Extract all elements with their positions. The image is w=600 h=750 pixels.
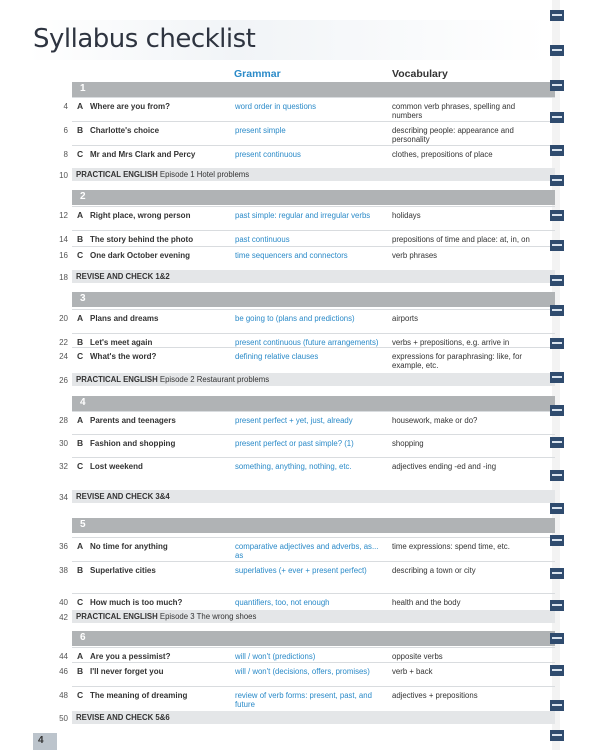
page-edge-tab bbox=[550, 10, 564, 21]
row-divider bbox=[72, 411, 555, 412]
section-page-number: 42 bbox=[59, 613, 68, 622]
lesson-page-number: 24 bbox=[59, 352, 68, 361]
row-divider bbox=[72, 434, 555, 435]
page-edge-tab bbox=[550, 275, 564, 286]
unit-header-bar bbox=[72, 292, 555, 307]
page-edge-tab bbox=[550, 175, 564, 186]
row-divider bbox=[72, 121, 555, 122]
unit-header-bar bbox=[72, 631, 555, 646]
lesson-vocabulary: describing a town or city bbox=[392, 566, 476, 575]
lesson-letter: B bbox=[77, 666, 84, 676]
unit-number: 6 bbox=[80, 632, 86, 643]
lesson-title: Lost weekend bbox=[90, 462, 143, 471]
page-edge-tab bbox=[550, 240, 564, 251]
lesson-vocabulary: prepositions of time and place: at, in, on bbox=[392, 235, 530, 244]
page-edge-tab bbox=[550, 665, 564, 676]
section-label bbox=[76, 375, 269, 384]
section-label bbox=[76, 170, 249, 179]
lesson-vocabulary: verb phrases bbox=[392, 251, 438, 260]
lesson-grammar: word order in questions bbox=[235, 102, 317, 111]
lesson-title: Let's meet again bbox=[90, 338, 153, 347]
lesson-grammar: present simple bbox=[235, 126, 286, 135]
lesson-title: The story behind the photo bbox=[90, 235, 194, 244]
section-label-bold: REVISE AND CHECK 5&6 bbox=[76, 713, 170, 722]
lesson-grammar: will / won't (decisions, offers, promises) bbox=[235, 667, 370, 676]
lesson-grammar: quantifiers, too, not enough bbox=[235, 598, 330, 607]
lesson-letter: B bbox=[77, 565, 84, 575]
lesson-title: The meaning of dreaming bbox=[90, 691, 188, 700]
section-episode: Episode 3 The wrong shoes bbox=[157, 612, 257, 621]
lesson-page-number: 46 bbox=[59, 667, 68, 676]
lesson-vocabulary: expressions for paraphrasing: like, for example, etc. bbox=[392, 352, 523, 370]
lesson-letter: A bbox=[77, 101, 84, 111]
lesson-page-number: 48 bbox=[59, 691, 68, 700]
page-edge-tab bbox=[550, 112, 564, 123]
lesson-title: Superlative cities bbox=[90, 566, 156, 575]
section-label bbox=[76, 713, 170, 722]
lesson-page-number: 30 bbox=[59, 439, 68, 448]
lesson-letter: B bbox=[77, 438, 84, 448]
row-divider bbox=[72, 457, 555, 458]
lesson-vocabulary: holidays bbox=[392, 211, 421, 220]
lesson-grammar: will / won't (predictions) bbox=[235, 652, 316, 661]
lesson-grammar: present continuous (future arrangements) bbox=[235, 338, 379, 347]
section-label-bold: REVISE AND CHECK 1&2 bbox=[76, 272, 170, 281]
page-title: Syllabus checklist bbox=[33, 24, 256, 54]
row-divider bbox=[72, 647, 555, 648]
page-edge-tab bbox=[550, 338, 564, 349]
lesson-grammar: comparative adjectives and adverbs, as... as bbox=[235, 542, 379, 560]
unit-header-bar bbox=[72, 518, 555, 533]
unit-number: 2 bbox=[80, 191, 86, 202]
section-label bbox=[76, 492, 170, 501]
row-divider bbox=[72, 686, 555, 687]
page-edge-tab bbox=[550, 372, 564, 383]
lesson-letter: C bbox=[77, 690, 84, 700]
page-edge-tab bbox=[550, 210, 564, 221]
lesson-page-number: 20 bbox=[59, 314, 68, 323]
page-number-corner bbox=[33, 733, 57, 750]
page-edge-tab bbox=[550, 503, 564, 514]
lesson-page-number: 36 bbox=[59, 542, 68, 551]
vocabulary-column-header: Vocabulary bbox=[392, 68, 448, 80]
lesson-title: Plans and dreams bbox=[90, 314, 159, 323]
lesson-letter: B bbox=[77, 337, 84, 347]
lesson-letter: A bbox=[77, 313, 84, 323]
lesson-vocabulary: opposite verbs bbox=[392, 652, 443, 661]
page-edge-tab bbox=[550, 305, 564, 316]
row-divider bbox=[72, 230, 555, 231]
unit-header-bar bbox=[72, 190, 555, 205]
page-edge-tab bbox=[550, 145, 564, 156]
lesson-page-number: 4 bbox=[63, 102, 68, 111]
page-edge-tab bbox=[550, 700, 564, 711]
section-label-bold: REVISE AND CHECK 3&4 bbox=[76, 492, 170, 501]
row-divider bbox=[72, 333, 555, 334]
unit-header-bar bbox=[72, 82, 555, 97]
section-episode: Episode 2 Restaurant problems bbox=[157, 375, 270, 384]
page-edge-tab bbox=[550, 45, 564, 56]
lesson-vocabulary: clothes, prepositions of place bbox=[392, 150, 493, 159]
lesson-letter: C bbox=[77, 250, 84, 260]
lesson-grammar: present continuous bbox=[235, 150, 301, 159]
lesson-vocabulary: adjectives + prepositions bbox=[392, 691, 478, 700]
page-edge-tab bbox=[550, 633, 564, 644]
section-episode: Episode 1 Hotel problems bbox=[157, 170, 250, 179]
lesson-title: I'll never forget you bbox=[90, 667, 164, 676]
lesson-vocabulary: verbs + prepositions, e.g. arrive in bbox=[392, 338, 510, 347]
row-divider bbox=[72, 309, 555, 310]
row-divider bbox=[72, 662, 555, 663]
lesson-vocabulary: adjectives ending -ed and -ing bbox=[392, 462, 497, 471]
lesson-page-number: 12 bbox=[59, 211, 68, 220]
lesson-page-number: 8 bbox=[63, 150, 68, 159]
page-edge-tab bbox=[550, 437, 564, 448]
page-edge-tab bbox=[550, 568, 564, 579]
row-divider bbox=[72, 145, 555, 146]
unit-number: 4 bbox=[80, 397, 86, 408]
lesson-grammar: something, anything, nothing, etc. bbox=[235, 462, 352, 471]
lesson-grammar: time sequencers and connectors bbox=[235, 251, 348, 260]
lesson-page-number: 38 bbox=[59, 566, 68, 575]
lesson-page-number: 22 bbox=[59, 338, 68, 347]
section-label-bold: PRACTICAL ENGLISH bbox=[76, 375, 158, 384]
row-divider bbox=[72, 537, 555, 538]
row-divider bbox=[72, 206, 555, 207]
lesson-vocabulary: housework, make or do? bbox=[392, 416, 478, 425]
lesson-vocabulary: verb + back bbox=[392, 667, 433, 676]
lesson-vocabulary: common verb phrases, spelling and numbers bbox=[392, 102, 516, 120]
lesson-title: How much is too much? bbox=[90, 598, 183, 607]
unit-header-bar bbox=[72, 396, 555, 411]
page-edge-tab bbox=[550, 600, 564, 611]
lesson-grammar: present perfect or past simple? (1) bbox=[235, 439, 354, 448]
section-page-number: 34 bbox=[59, 493, 68, 502]
page-edge-tab bbox=[550, 405, 564, 416]
lesson-title: Charlotte's choice bbox=[90, 126, 160, 135]
lesson-letter: B bbox=[77, 234, 84, 244]
row-divider bbox=[72, 97, 555, 98]
lesson-grammar: present perfect + yet, just, already bbox=[235, 416, 353, 425]
lesson-page-number: 16 bbox=[59, 251, 68, 260]
unit-number: 3 bbox=[80, 293, 86, 304]
lesson-grammar: defining relative clauses bbox=[235, 352, 319, 361]
lesson-vocabulary: airports bbox=[392, 314, 418, 323]
lesson-vocabulary: health and the body bbox=[392, 598, 461, 607]
lesson-grammar: superlatives (+ ever + present perfect) bbox=[235, 566, 367, 575]
section-label-bold: PRACTICAL ENGLISH bbox=[76, 612, 158, 621]
section-page-number: 18 bbox=[59, 273, 68, 282]
lesson-letter: A bbox=[77, 541, 84, 551]
lesson-page-number: 40 bbox=[59, 598, 68, 607]
lesson-title: Where are you from? bbox=[90, 102, 171, 111]
lesson-vocabulary: time expressions: spend time, etc. bbox=[392, 542, 510, 551]
lesson-letter: A bbox=[77, 210, 84, 220]
lesson-letter: B bbox=[77, 125, 84, 135]
lesson-grammar: past simple: regular and irregular verbs bbox=[235, 211, 371, 220]
lesson-grammar: review of verb forms: present, past, and future bbox=[235, 691, 372, 709]
unit-number: 5 bbox=[80, 519, 86, 530]
page-edge-tab bbox=[550, 80, 564, 91]
lesson-letter: C bbox=[77, 149, 84, 159]
unit-number: 1 bbox=[80, 83, 86, 94]
lesson-title: One dark October evening bbox=[90, 251, 191, 260]
section-page-number: 26 bbox=[59, 376, 68, 385]
section-label bbox=[76, 612, 256, 621]
row-divider bbox=[72, 593, 555, 594]
row-divider bbox=[72, 347, 555, 348]
section-page-number: 10 bbox=[59, 171, 68, 180]
lesson-title: Fashion and shopping bbox=[90, 439, 176, 448]
lesson-page-number: 44 bbox=[59, 652, 68, 661]
page-edge-tab bbox=[550, 470, 564, 481]
section-page-number: 50 bbox=[59, 714, 68, 723]
lesson-letter: A bbox=[77, 651, 84, 661]
page-number: 4 bbox=[38, 735, 44, 746]
lesson-page-number: 32 bbox=[59, 462, 68, 471]
lesson-letter: C bbox=[77, 351, 84, 361]
lesson-letter: C bbox=[77, 597, 84, 607]
lesson-page-number: 14 bbox=[59, 235, 68, 244]
lesson-vocabulary: shopping bbox=[392, 439, 424, 448]
lesson-title: What's the word? bbox=[90, 352, 157, 361]
lesson-title: Mr and Mrs Clark and Percy bbox=[90, 150, 196, 159]
lesson-letter: C bbox=[77, 461, 84, 471]
grammar-column-header: Grammar bbox=[234, 68, 281, 80]
section-label bbox=[76, 272, 170, 281]
section-label-bold: PRACTICAL ENGLISH bbox=[76, 170, 158, 179]
page-edge-tab bbox=[550, 730, 564, 741]
lesson-page-number: 6 bbox=[63, 126, 68, 135]
lesson-vocabulary: describing people: appearance and personality bbox=[392, 126, 514, 144]
lesson-title: Are you a pessimist? bbox=[90, 652, 171, 661]
row-divider bbox=[72, 246, 555, 247]
row-divider bbox=[72, 561, 555, 562]
lesson-grammar: past continuous bbox=[235, 235, 290, 244]
lesson-grammar: be going to (plans and predictions) bbox=[235, 314, 355, 323]
lesson-title: No time for anything bbox=[90, 542, 168, 551]
lesson-title: Right place, wrong person bbox=[90, 211, 191, 220]
page-edge-tab bbox=[550, 535, 564, 546]
lesson-page-number: 28 bbox=[59, 416, 68, 425]
lesson-letter: A bbox=[77, 415, 84, 425]
lesson-title: Parents and teenagers bbox=[90, 416, 176, 425]
